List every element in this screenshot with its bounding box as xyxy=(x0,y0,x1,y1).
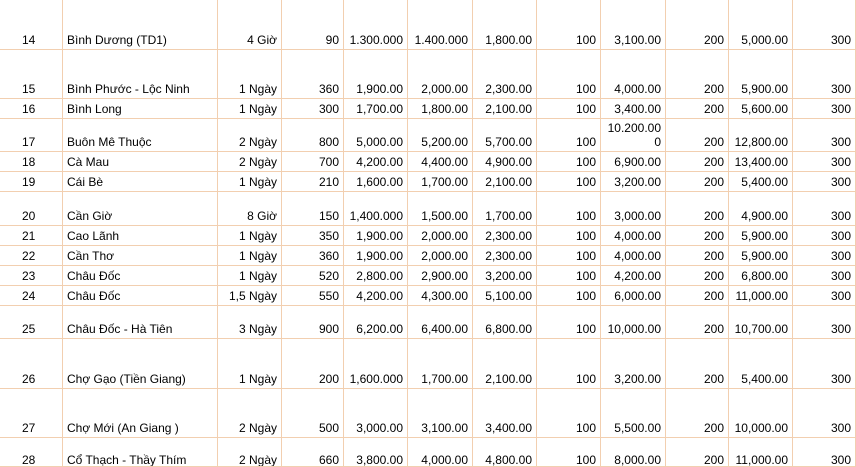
cell-price-2[interactable]: 1,500.00 xyxy=(408,192,473,226)
cell-no[interactable]: 14 xyxy=(0,0,63,50)
cell-price-3[interactable]: 6,800.00 xyxy=(473,306,537,339)
cell-price-1[interactable]: 4,200.00 xyxy=(344,286,408,306)
cell-no[interactable]: 21 xyxy=(0,226,63,246)
cell-duration[interactable]: 1 Ngày xyxy=(218,266,282,286)
cell-seats-3[interactable]: 300 xyxy=(793,438,856,467)
cell-price-2[interactable]: 2,000.00 xyxy=(408,246,473,266)
cell-duration[interactable]: 1 Ngày xyxy=(218,246,282,266)
cell-km[interactable]: 800 xyxy=(282,119,344,152)
cell-price-3[interactable]: 5,100.00 xyxy=(473,286,537,306)
cell-seats-1[interactable]: 100 xyxy=(537,389,601,438)
table-row xyxy=(0,152,856,172)
cell-price-5[interactable]: 5,400.00 xyxy=(729,339,793,389)
cell-price-1[interactable]: 5,000.00 xyxy=(344,119,408,152)
table-row xyxy=(0,50,856,99)
cell-seats-2[interactable]: 200 xyxy=(666,50,729,99)
cell-price-2[interactable]: 1.400.000 xyxy=(408,0,473,50)
cell-price-3[interactable]: 3,200.00 xyxy=(473,266,537,286)
cell-no[interactable]: 27 xyxy=(0,389,63,438)
cell-route[interactable]: Bình Dương (TD1) xyxy=(63,0,218,50)
cell-price-4[interactable]: 3,000.00 xyxy=(601,192,666,226)
cell-no[interactable]: 24 xyxy=(0,286,63,306)
cell-seats-3[interactable]: 300 xyxy=(793,226,856,246)
cell-km[interactable]: 150 xyxy=(282,192,344,226)
cell-price-2[interactable]: 1,800.00 xyxy=(408,99,473,119)
cell-duration[interactable]: 1 Ngày xyxy=(218,50,282,99)
cell-price-3[interactable]: 2,100.00 xyxy=(473,99,537,119)
cell-price-1[interactable]: 3,800.00 xyxy=(344,438,408,467)
cell-duration[interactable]: 1 Ngày xyxy=(218,339,282,389)
table-row xyxy=(0,0,856,50)
table-row xyxy=(0,389,856,438)
cell-price-3[interactable]: 4,800.00 xyxy=(473,438,537,467)
cell-no[interactable]: 15 xyxy=(0,50,63,99)
table-row xyxy=(0,286,856,306)
cell-seats-2[interactable]: 200 xyxy=(666,0,729,50)
cell-seats-3[interactable]: 300 xyxy=(793,99,856,119)
cell-seats-3[interactable]: 300 xyxy=(793,246,856,266)
cell-no[interactable]: 20 xyxy=(0,192,63,226)
cell-price-1[interactable]: 6,200.00 xyxy=(344,306,408,339)
cell-no[interactable]: 18 xyxy=(0,152,63,172)
cell-km[interactable]: 550 xyxy=(282,286,344,306)
cell-seats-2[interactable]: 200 xyxy=(666,99,729,119)
cell-price-4[interactable]: 8,000.00 xyxy=(601,438,666,467)
cell-price-5[interactable]: 5,600.00 xyxy=(729,99,793,119)
cell-seats-3[interactable]: 300 xyxy=(793,339,856,389)
cell-price-4[interactable]: 3,400.00 xyxy=(601,99,666,119)
cell-price-1[interactable]: 1,900.00 xyxy=(344,246,408,266)
cell-seats-1[interactable]: 100 xyxy=(537,286,601,306)
cell-price-2[interactable]: 4,400.00 xyxy=(408,152,473,172)
cell-seats-2[interactable]: 200 xyxy=(666,172,729,192)
cell-price-1[interactable]: 1,600.000 xyxy=(344,339,408,389)
cell-price-4-line-2: 0 xyxy=(654,135,661,149)
cell-price-3[interactable]: 1,800.00 xyxy=(473,0,537,50)
cell-seats-3[interactable]: 300 xyxy=(793,172,856,192)
table-row xyxy=(0,99,856,119)
cell-price-5[interactable]: 5,900.00 xyxy=(729,226,793,246)
cell-price-1[interactable]: 1,400.000 xyxy=(344,192,408,226)
cell-price-2[interactable]: 2,000.00 xyxy=(408,50,473,99)
table-row xyxy=(0,266,856,286)
cell-price-4[interactable]: 4,000.00 xyxy=(601,50,666,99)
cell-route[interactable]: Bình Long xyxy=(63,99,218,119)
cell-price-2[interactable]: 3,100.00 xyxy=(408,389,473,438)
cell-km[interactable]: 360 xyxy=(282,50,344,99)
cell-price-1[interactable]: 2,800.00 xyxy=(344,266,408,286)
cell-duration[interactable]: 1 Ngày xyxy=(218,226,282,246)
cell-seats-1[interactable]: 100 xyxy=(537,50,601,99)
cell-price-4[interactable]: 4,000.00 xyxy=(601,226,666,246)
table-row xyxy=(0,172,856,192)
cell-price-1[interactable]: 1,600.00 xyxy=(344,172,408,192)
cell-seats-2[interactable]: 200 xyxy=(666,152,729,172)
cell-seats-3[interactable]: 300 xyxy=(793,152,856,172)
cell-price-3[interactable]: 2,300.00 xyxy=(473,226,537,246)
cell-route[interactable]: Chợ Mới (An Giang ) xyxy=(63,389,218,438)
cell-km[interactable]: 300 xyxy=(282,99,344,119)
cell-km[interactable]: 700 xyxy=(282,152,344,172)
cell-price-2[interactable]: 4,000.00 xyxy=(408,438,473,467)
cell-price-5[interactable]: 13,400.00 xyxy=(729,152,793,172)
cell-seats-2[interactable]: 200 xyxy=(666,306,729,339)
cell-seats-1[interactable]: 100 xyxy=(537,246,601,266)
cell-price-5[interactable]: 10,700.00 xyxy=(729,306,793,339)
cell-seats-3[interactable]: 300 xyxy=(793,266,856,286)
cell-route[interactable]: Châu Đốc xyxy=(63,266,218,286)
cell-price-4[interactable] xyxy=(601,119,666,152)
table-row xyxy=(0,226,856,246)
table-row xyxy=(0,119,856,152)
cell-seats-3[interactable]: 300 xyxy=(793,192,856,226)
cell-seats-3[interactable]: 300 xyxy=(793,50,856,99)
cell-route[interactable]: Cần Thơ xyxy=(63,246,218,266)
cell-price-1[interactable]: 3,000.00 xyxy=(344,389,408,438)
table-row xyxy=(0,306,856,339)
cell-km[interactable]: 90 xyxy=(282,0,344,50)
cell-price-4[interactable]: 4,000.00 xyxy=(601,246,666,266)
cell-route[interactable]: Châu Đốc - Hà Tiên xyxy=(63,306,218,339)
cell-km[interactable]: 500 xyxy=(282,389,344,438)
cell-duration[interactable]: 2 Ngày xyxy=(218,152,282,172)
cell-price-4[interactable]: 5,500.00 xyxy=(601,389,666,438)
cell-km[interactable]: 520 xyxy=(282,266,344,286)
cell-km[interactable]: 350 xyxy=(282,226,344,246)
cell-price-5[interactable]: 5,900.00 xyxy=(729,50,793,99)
cell-seats-1[interactable]: 100 xyxy=(537,172,601,192)
cell-route[interactable]: Bình Phước - Lộc Ninh xyxy=(63,50,218,99)
cell-seats-2[interactable]: 200 xyxy=(666,119,729,152)
cell-seats-1[interactable]: 100 xyxy=(537,438,601,467)
cell-price-3[interactable]: 2,300.00 xyxy=(473,246,537,266)
cell-price-3[interactable]: 4,900.00 xyxy=(473,152,537,172)
cell-price-4-line-1: 10.200.00 xyxy=(607,121,661,135)
cell-price-4[interactable]: 3,200.00 xyxy=(601,339,666,389)
cell-seats-1[interactable]: 100 xyxy=(537,0,601,50)
cell-price-4[interactable]: 4,200.00 xyxy=(601,266,666,286)
cell-km[interactable]: 660 xyxy=(282,438,344,467)
cell-duration[interactable]: 2 Ngày xyxy=(218,389,282,438)
cell-price-4[interactable]: 3,100.00 xyxy=(601,0,666,50)
cell-duration[interactable]: 8 Giờ xyxy=(218,192,282,226)
cell-price-3[interactable]: 3,400.00 xyxy=(473,389,537,438)
cell-route[interactable]: Cổ Thạch - Thầy Thím xyxy=(63,438,218,467)
cell-seats-2[interactable]: 200 xyxy=(666,266,729,286)
cell-price-2[interactable]: 4,300.00 xyxy=(408,286,473,306)
cell-price-3[interactable]: 1,700.00 xyxy=(473,192,537,226)
cell-price-1[interactable]: 4,200.00 xyxy=(344,152,408,172)
cell-duration[interactable]: 2 Ngày xyxy=(218,438,282,467)
cell-price-4[interactable]: 3,200.00 xyxy=(601,172,666,192)
cell-seats-1[interactable]: 100 xyxy=(537,192,601,226)
cell-price-4[interactable]: 10,000.00 xyxy=(601,306,666,339)
cell-route[interactable]: Cao Lãnh xyxy=(63,226,218,246)
cell-price-3[interactable]: 2,100.00 xyxy=(473,172,537,192)
cell-duration[interactable]: 4 Giờ xyxy=(218,0,282,50)
cell-price-3[interactable]: 2,300.00 xyxy=(473,50,537,99)
cell-route[interactable]: Chợ Gạo (Tiền Giang) xyxy=(63,339,218,389)
cell-route[interactable]: Cái Bè xyxy=(63,172,218,192)
cell-seats-2[interactable]: 200 xyxy=(666,389,729,438)
cell-no[interactable]: 23 xyxy=(0,266,63,286)
cell-seats-2[interactable]: 200 xyxy=(666,192,729,226)
cell-price-5[interactable]: 6,800.00 xyxy=(729,266,793,286)
cell-seats-1[interactable]: 100 xyxy=(537,266,601,286)
cell-no[interactable]: 19 xyxy=(0,172,63,192)
cell-duration[interactable]: 1 Ngày xyxy=(218,99,282,119)
cell-price-5[interactable]: 11,000.00 xyxy=(729,286,793,306)
cell-price-3[interactable]: 2,100.00 xyxy=(473,339,537,389)
cell-seats-2[interactable]: 200 xyxy=(666,339,729,389)
cell-km[interactable]: 210 xyxy=(282,172,344,192)
cell-price-1[interactable]: 1,700.00 xyxy=(344,99,408,119)
cell-price-2[interactable]: 2,000.00 xyxy=(408,226,473,246)
cell-no[interactable]: 17 xyxy=(0,119,63,152)
cell-price-1[interactable]: 1,900.00 xyxy=(344,50,408,99)
cell-price-2[interactable]: 2,900.00 xyxy=(408,266,473,286)
cell-price-1[interactable]: 1.300.000 xyxy=(344,0,408,50)
cell-route[interactable]: Châu Đốc xyxy=(63,286,218,306)
table-row xyxy=(0,438,856,467)
cell-no[interactable]: 22 xyxy=(0,246,63,266)
table-row xyxy=(0,246,856,266)
cell-seats-1[interactable]: 100 xyxy=(537,339,601,389)
cell-route[interactable]: Cà Mau xyxy=(63,152,218,172)
cell-price-2[interactable]: 6,400.00 xyxy=(408,306,473,339)
cell-km[interactable]: 200 xyxy=(282,339,344,389)
cell-seats-2[interactable]: 200 xyxy=(666,226,729,246)
cell-price-4[interactable]: 6,900.00 xyxy=(601,152,666,172)
cell-seats-1[interactable]: 100 xyxy=(537,99,601,119)
cell-seats-3[interactable]: 300 xyxy=(793,286,856,306)
cell-seats-1[interactable]: 100 xyxy=(537,226,601,246)
cell-price-2[interactable]: 5,200.00 xyxy=(408,119,473,152)
cell-duration[interactable]: 2 Ngày xyxy=(218,119,282,152)
cell-price-5[interactable]: 4,900.00 xyxy=(729,192,793,226)
cell-price-4[interactable]: 6,000.00 xyxy=(601,286,666,306)
cell-seats-3[interactable]: 300 xyxy=(793,306,856,339)
cell-route[interactable]: Buôn Mê Thuộc xyxy=(63,119,218,152)
cell-price-5[interactable]: 5,000.00 xyxy=(729,0,793,50)
cell-seats-3[interactable]: 300 xyxy=(793,0,856,50)
cell-price-3[interactable]: 5,700.00 xyxy=(473,119,537,152)
cell-km[interactable]: 360 xyxy=(282,246,344,266)
cell-seats-1[interactable]: 100 xyxy=(537,119,601,152)
cell-km[interactable]: 900 xyxy=(282,306,344,339)
cell-seats-1[interactable]: 100 xyxy=(537,152,601,172)
cell-seats-3[interactable]: 300 xyxy=(793,119,856,152)
cell-seats-2[interactable]: 200 xyxy=(666,286,729,306)
cell-price-5[interactable]: 5,400.00 xyxy=(729,172,793,192)
cell-duration[interactable]: 1 Ngày xyxy=(218,172,282,192)
cell-price-2[interactable]: 1,700.00 xyxy=(408,339,473,389)
cell-no[interactable]: 28 xyxy=(0,438,63,467)
cell-no[interactable]: 26 xyxy=(0,339,63,389)
cell-price-5[interactable]: 10,000.00 xyxy=(729,389,793,438)
table-row xyxy=(0,339,856,389)
cell-price-5[interactable]: 12,800.00 xyxy=(729,119,793,152)
cell-route[interactable]: Cần Giờ xyxy=(63,192,218,226)
table-row xyxy=(0,192,856,226)
cell-price-2[interactable]: 1,700.00 xyxy=(408,172,473,192)
cell-seats-1[interactable]: 100 xyxy=(537,306,601,339)
cell-no[interactable]: 16 xyxy=(0,99,63,119)
cell-price-1[interactable]: 1,900.00 xyxy=(344,226,408,246)
cell-duration[interactable]: 1,5 Ngày xyxy=(218,286,282,306)
cell-seats-3[interactable]: 300 xyxy=(793,389,856,438)
cell-price-5[interactable]: 11,000.00 xyxy=(729,438,793,467)
cell-no[interactable]: 25 xyxy=(0,306,63,339)
cell-seats-2[interactable]: 200 xyxy=(666,246,729,266)
cell-seats-2[interactable]: 200 xyxy=(666,438,729,467)
cell-price-5[interactable]: 5,900.00 xyxy=(729,246,793,266)
cell-duration[interactable]: 3 Ngày xyxy=(218,306,282,339)
